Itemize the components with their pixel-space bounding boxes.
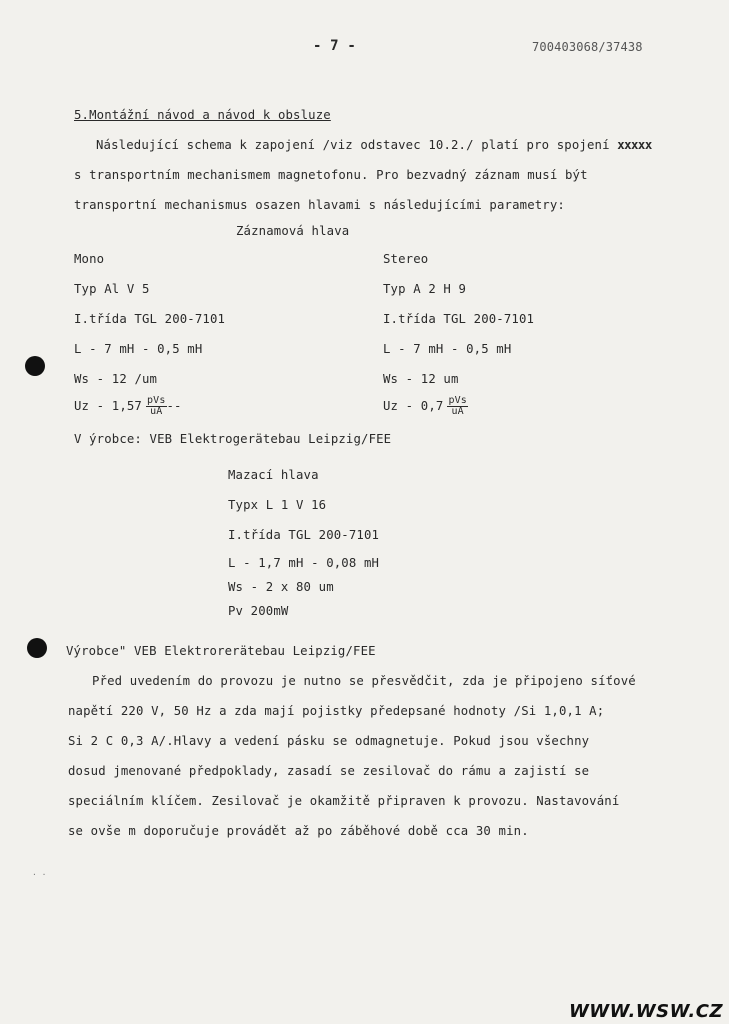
recording-head-title: Záznamová hlava <box>236 224 350 238</box>
operation-line-4: dosud jmenované předpoklady, zasadí se zesilovač do rámu a zajistí se <box>68 764 590 778</box>
operation-line-6: se ovše m doporučuje provádět až po záběhové době cca 30 min. <box>68 824 529 838</box>
paper-specks: . . <box>32 868 47 877</box>
intro-line-1: Následující schema k zapojení /viz odstavec 10.2./ platí pro spojení xxxxx <box>96 138 652 152</box>
mono-class: I.třída TGL 200-7101 <box>74 312 226 326</box>
stereo-type: Typ A 2 H 9 <box>383 282 467 296</box>
document-id: 700403068/37438 <box>532 40 643 54</box>
mono-ws-unit: /um <box>134 372 158 386</box>
erase-head-title: Mazací hlava <box>228 468 319 482</box>
stereo-class: I.třída TGL 200-7101 <box>383 312 535 326</box>
intro-line-3: transportní mechanismus osazen hlavami s následujícími parametry: <box>74 198 565 212</box>
stereo-uz-fraction: $\frac{\text{pVs}}{uA}$ <box>448 395 467 417</box>
intro-line-2: s transportním mechanismem magnetofonu. Pro bezvadný záznam musí být <box>74 168 588 182</box>
mono-uz-fraction: $\frac{\text{pVs}}{uA}$ <box>146 395 166 417</box>
operation-line-3: Si 2 C 0,3 A/.Hlavy a vedení pásku se odmagnetuje. Pokud jsou všechny <box>68 734 590 748</box>
operation-line-1: Před uvedením do provozu je nutno se přesvědčit, zda je připojeno síťové <box>92 674 636 688</box>
punch-hole-bottom <box>27 638 47 658</box>
operation-line-5: speciálním klíčem. Zesilovač je okamžitě připraven k provozu. Nastavování <box>68 794 620 808</box>
recording-head-manufacturer: V ýrobce: VEB Elektrogerätebau Leipzig/FEE <box>74 432 392 446</box>
mono-uz: Uz - 1,57 $\frac{\text{pVs}}{uA}$ -- <box>74 395 182 417</box>
watermark: WWW.WSW.CZ <box>568 1001 723 1022</box>
erase-head-inductance: L - 1,7 mH - 0,08 mH <box>228 556 380 570</box>
punch-hole-top <box>25 356 45 376</box>
stereo-label: Stereo <box>383 252 429 266</box>
erase-head-class: I.třída TGL 200-7101 <box>228 528 380 542</box>
operation-line-2: napětí 220 V, 50 Hz a zda mají pojistky předepsané hodnoty /Si 1,0,1 A; <box>68 704 605 718</box>
section-heading: 5.Montážní návod a návod k obsluze <box>74 108 331 122</box>
stereo-inductance: L - 7 mH - 0,5 mH <box>383 342 512 356</box>
mono-ws: Ws - 12 /um <box>74 372 158 386</box>
mono-inductance: L - 7 mH - 0,5 mH <box>74 342 203 356</box>
erase-head-pv: Pv 200mW <box>228 604 289 618</box>
page-number: - 7 - <box>313 38 356 54</box>
struck-text: xxxxx <box>617 138 652 152</box>
erase-head-ws: Ws - 2 x 80 um <box>228 580 334 594</box>
stereo-uz: Uz - 0,7 $\frac{\text{pVs}}{uA}$ <box>383 395 467 417</box>
erase-head-type: Typx L 1 V 16 <box>228 498 327 512</box>
stereo-ws: Ws - 12 um <box>383 372 459 386</box>
mono-type: Typ Al V 5 <box>74 282 150 296</box>
erase-head-manufacturer: Výrobce" VEB Elektrorerätebau Leipzig/FEE <box>66 644 376 658</box>
mono-label: Mono <box>74 252 105 266</box>
